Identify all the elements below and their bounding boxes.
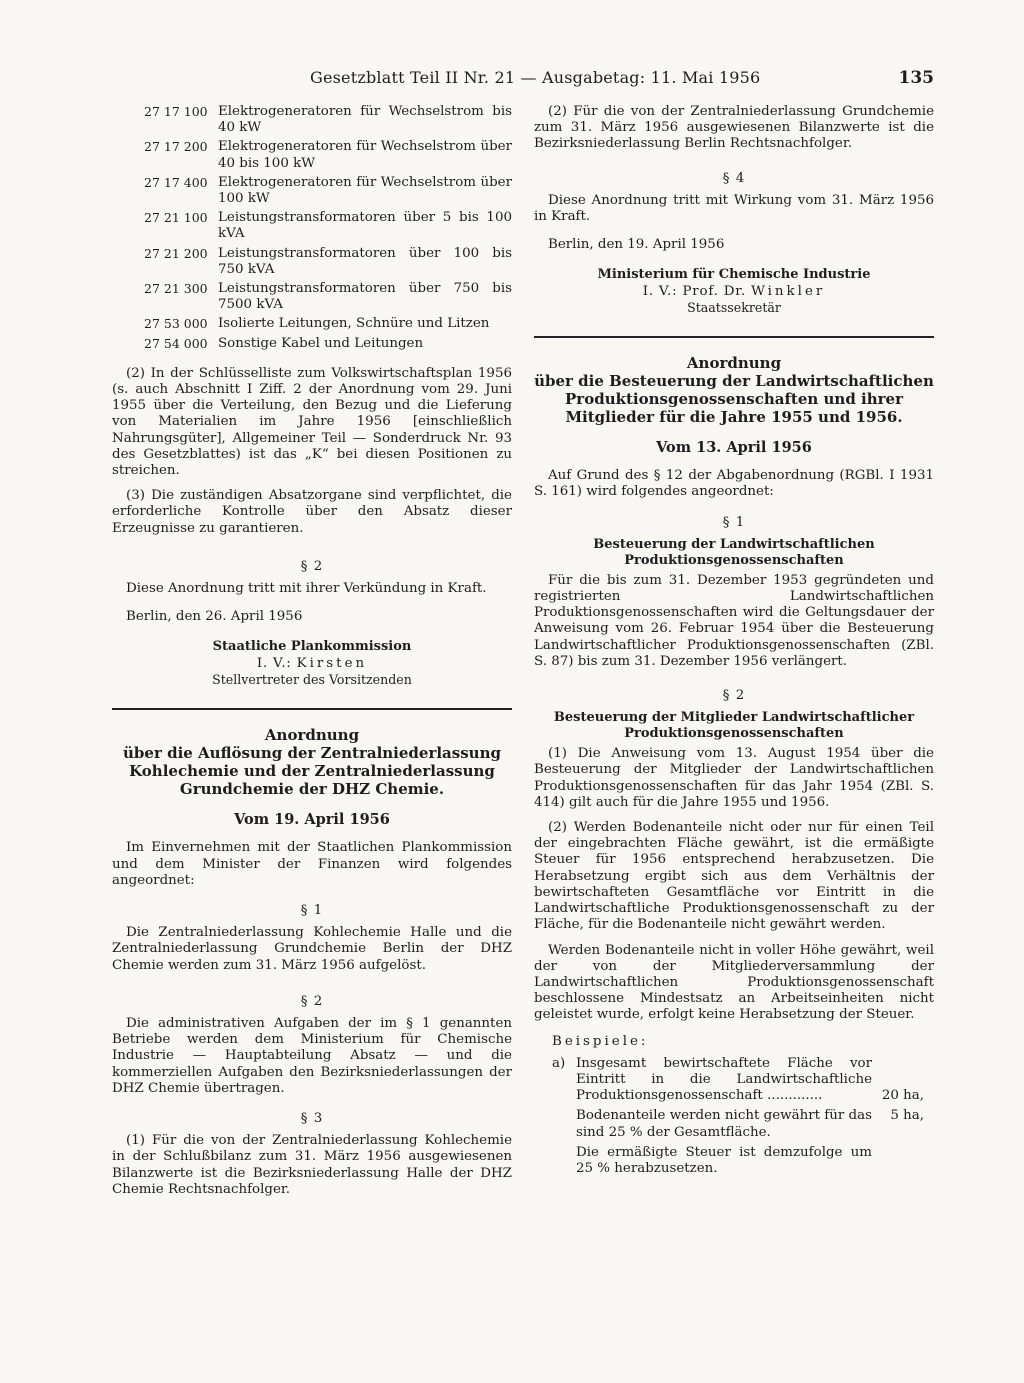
signature-prefix: I. V.: Prof. Dr.: [642, 283, 747, 299]
example-text: Bodenanteile werden nicht gewährt für das sind 25 % der Gesamtfläche.: [576, 1108, 872, 1140]
paragraph: Die Zentralniederlassung Kohlechemie Halle und die Zentralniederlassung Grundchemie Berlin der DHZ Chemie werden zum 31. März 1956 aufgelöst.: [112, 925, 512, 973]
section-heading: § 1: [300, 902, 324, 918]
section-heading: § 3: [300, 1110, 324, 1126]
item-description: Elektrogeneratoren für Wechselstrom über 100 kW: [218, 174, 512, 207]
item-code: 27 54 000: [144, 335, 208, 351]
item-description: Sonstige Kabel und Leitungen: [218, 335, 424, 351]
item-description: Leistungstransformatoren über 100 bis 750 kVA: [218, 245, 512, 277]
example-row: [552, 1056, 934, 1105]
signature-organization: Staatliche Plankommission: [212, 639, 412, 655]
item-code: 27 17 400: [144, 174, 208, 190]
list-item: [144, 210, 512, 242]
signature-line: [112, 656, 512, 672]
section-subheading: Besteuerung der Landwirtschaftlichen Produktionsgenossenschaften: [593, 536, 875, 568]
section-heading: § 2: [300, 993, 324, 1009]
ordinance-date: Vom 19. April 1956: [234, 811, 390, 829]
product-list: [144, 104, 512, 352]
item-description: Elektrogeneratoren für Wechselstrom über 40 bis 100 kW: [218, 139, 512, 171]
item-code: 27 53 000: [144, 316, 208, 332]
signature-line: [534, 284, 934, 300]
paragraph: (2) In der Schlüsselliste zum Volkswirtschaftsplan 1956 (s. auch Abschnitt I Ziff. 2 der Anordnung vom 29. Juni 1955 über die Verteilung, den Bezug und die Lieferung von Materialien im Jahre 1956 [einschließlich Nahrungsgüter], Allgemeiner Teil — Sonderdruck Nr. 93 des Gesetzblattes) ist das „K“ bei diesen Positionen zu streichen.: [112, 365, 512, 479]
section-heading: § 1: [722, 514, 746, 530]
example-text: Insgesamt bewirtschaftete Fläche vor Eintritt in die Landwirtschaftliche Produktionsgenossenschaft .............: [576, 1055, 872, 1104]
item-description: Leistungstransformatoren über 750 bis 7500 kVA: [218, 281, 512, 313]
signature-organization: Ministerium für Chemische Industrie: [597, 267, 871, 283]
paragraph: (2) Werden Bodenanteile nicht oder nur für einen Teil der eingebrachten Fläche gewährt, ist die ermäßigte Steuer für 1956 entsprechend herabzusetzen. Die Herabsetzung ergibt sich aus dem Verhältnis der bewirtschafteten Gesamtfläche vor Eintritt in die Landwirtschaftliche Produktionsgenossenschaft zu der Fläche, für die Bodenanteile nicht gewährt werden.: [534, 820, 934, 933]
paragraph: Im Einvernehmen mit der Staatlichen Plankommission und dem Minister der Finanzen wird folgendes angeordnet:: [112, 840, 512, 888]
ordinance-subject: über die Auflösung der Zentralniederlassung Kohlechemie und der Zentralniederlassung Grundchemie der DHZ Chemie.: [123, 744, 501, 799]
item-code: 27 17 100: [144, 104, 208, 119]
ordinance-title: Anordnung: [686, 354, 782, 373]
paragraph: Die administrativen Aufgaben der im § 1 genannten Betriebe werden dem Ministerium für Chemische Industrie — Hauptabteilung Absatz — und die kommerziellen Aufgaben den Bezirksniederlassungen der DHZ Chemie übertragen.: [112, 1015, 512, 1096]
section-heading: § 2: [300, 558, 324, 574]
item-code: 27 21 100: [144, 210, 208, 226]
place-date: Berlin, den 26. April 1956: [126, 609, 303, 625]
signatory-title: Stellvertreter des Vorsitzenden: [212, 671, 412, 687]
list-item: [144, 175, 512, 207]
paragraph: Diese Anordnung tritt mit Wirkung vom 31. März 1956 in Kraft.: [534, 192, 934, 225]
example-value: 20 ha,: [881, 1088, 924, 1104]
place-date: Berlin, den 19. April 1956: [548, 237, 725, 253]
item-description: Elektrogeneratoren für Wechselstrom bis 40 kW: [218, 104, 512, 136]
list-item: [144, 246, 512, 278]
item-code: 27 21 200: [144, 245, 208, 261]
paragraph: Diese Anordnung tritt mit ihrer Verkündung in Kraft.: [126, 581, 487, 597]
left-column: [112, 104, 512, 1207]
ordinance-subject: über die Besteuerung der Landwirtschaftlichen Produktionsgenossenschaften und ihrer Mitglieder für die Jahre 1955 und 1956.: [534, 372, 934, 427]
section-subheading: Besteuerung der Mitglieder Landwirtschaftlicher Produktionsgenossenschaften: [553, 710, 915, 742]
paragraph: Für die bis zum 31. Dezember 1953 gegründeten und registrierten Landwirtschaftlichen Produktionsgenossenschaften wird die Geltungsdauer der Anweisung vom 26. Februar 1954 über die Besteuerung Landwirtschaftlicher Produktionsgenossenschaften (ZBl. S. 87) bis zum 31. Dezember 1956 verlängert.: [534, 572, 934, 669]
page-header: [310, 68, 934, 92]
signatory-name: Winkler: [751, 283, 826, 299]
right-column: [534, 104, 934, 1181]
list-item: [144, 281, 512, 313]
item-code: 27 17 200: [144, 139, 208, 155]
signatory-name: Kirsten: [296, 655, 368, 671]
ordinance-title: Anordnung: [264, 726, 360, 745]
section-heading: § 2: [722, 688, 746, 704]
paragraph: (1) Für die von der Zentralniederlassung Kohlechemie in der Schlußbilanz zum 31. März 1956 ausgewiesenen Bilanzwerte ist die Bezirksniederlassung Halle der DHZ Chemie Rechtsnachfolger.: [112, 1133, 512, 1197]
example-text: Die ermäßigte Steuer ist demzufolge um 25 % herabzusetzen.: [576, 1144, 872, 1176]
paragraph: Werden Bodenanteile nicht in voller Höhe gewährt, weil der von der Mitgliederversammlung der Landwirtschaftlichen Produktionsgenossenschaft beschlossene Mindestsatz an Arbeitseinheiten nicht geleistet wurde, erfolgt keine Herabsetzung der Steuer.: [534, 942, 934, 1023]
example-marker: a): [552, 1055, 566, 1071]
list-item: [144, 139, 512, 171]
divider: [112, 708, 512, 710]
paragraph: (1) Die Anweisung vom 13. August 1954 über die Besteuerung der Mitglieder der Landwirtschaftlichen Produktionsgenossenschaften für das Jahr 1954 (ZBl. S. 414) gilt auch für die Jahre 1955 und 1956.: [534, 746, 934, 810]
item-description: Isolierte Leitungen, Schnüre und Litzen: [218, 316, 490, 332]
list-item: [144, 316, 512, 332]
ordinance-date: Vom 13. April 1956: [656, 439, 812, 457]
list-item: [144, 336, 512, 352]
section-heading: § 4: [722, 170, 746, 186]
item-code: 27 21 300: [144, 281, 208, 297]
header-title: Gesetzblatt Teil II Nr. 21 — Ausgabetag: 11. Mai 1956: [310, 68, 761, 87]
paragraph: (3) Die zuständigen Absatzorgane sind verpflichtet, die erforderliche Kontrolle über den Absatz dieser Erzeugnisse zu garantieren.: [112, 488, 512, 536]
example-row: [552, 1108, 934, 1140]
example-row: [552, 1145, 934, 1177]
examples-label: Beispiele:: [552, 1033, 649, 1049]
list-item: [144, 104, 512, 136]
item-description: Leistungstransformatoren über 5 bis 100 kVA: [218, 210, 512, 242]
signature-prefix: I. V.:: [256, 655, 292, 671]
paragraph: Auf Grund des § 12 der Abgabenordnung (RGBl. I 1931 S. 161) wird folgendes angeordnet:: [534, 468, 934, 500]
page-number: 135: [898, 68, 934, 88]
paragraph: (2) Für die von der Zentralniederlassung Grundchemie zum 31. März 1956 ausgewiesenen Bilanzwerte ist die Bezirksniederlassung Berlin Rechtsnachfolger.: [534, 104, 934, 152]
example-value: 5 ha,: [890, 1108, 924, 1124]
signatory-title: Staatssekretär: [687, 299, 781, 315]
divider: [534, 336, 934, 338]
